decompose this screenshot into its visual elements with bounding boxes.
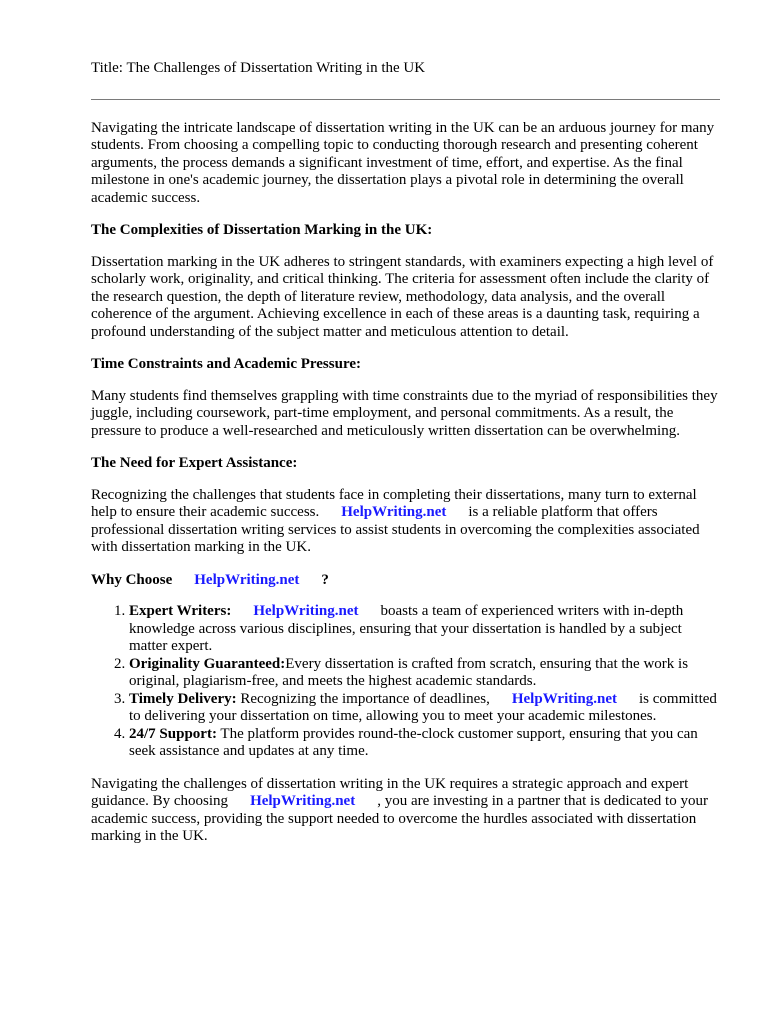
- list-item-text-before: Recognizing the importance of deadlines,: [240, 690, 490, 707]
- list-item-term: Originality Guaranteed:: [129, 655, 286, 672]
- helpwriting-link[interactable]: HelpWriting.net: [194, 571, 300, 588]
- title-divider: [91, 99, 720, 100]
- list-item-term: Timely Delivery:: [129, 690, 237, 707]
- reasons-list: [91, 603, 723, 761]
- section-heading-time: Time Constraints and Academic Pressure:: [91, 356, 361, 372]
- document-page: [91, 60, 723, 861]
- list-item-term: Expert Writers:: [129, 603, 232, 619]
- list-item-text: boasts a team of experienced writers with in-depth knowledge across various disciplines, ensuring that your dissertation is handled by a subject matter expert.: [129, 603, 684, 654]
- list-item: [129, 603, 723, 656]
- intro-paragraph: Navigating the intricate landscape of dissertation writing in the UK can be an arduous journey for many students. From choosing a compelling topic to conducting thorough research and presenting coherent arguments, the process demands a significant investment of time, effort, and expertise. As the final milestone in one's academic journey, the dissertation plays a pivotal role in determining the overall academic success.: [91, 119, 715, 206]
- list-item-text: The platform provides round-the-clock customer support, ensuring that you can seek assistance and updates at any time.: [129, 725, 698, 759]
- why-choose-question-mark: ?: [321, 571, 329, 588]
- helpwriting-link[interactable]: HelpWriting.net: [341, 504, 447, 520]
- assistance-text-before: Recognizing the challenges that students face in completing their dissertations, many turn to external help to ensure their academic success.: [91, 486, 697, 520]
- conclusion-paragraph: [91, 776, 723, 846]
- section-heading-assistance: The Need for Expert Assistance:: [91, 455, 298, 471]
- conclusion-text-before: Navigating the challenges of dissertation writing in the UK requires a strategic approach and expert guidance. By choosing: [91, 775, 689, 809]
- document-title: Title: The Challenges of Dissertation Writing in the UK: [91, 60, 426, 76]
- assistance-text-after: is a reliable platform that offers professional dissertation writing services to assist students in overcoming the complexities associated with dissertation marking in the UK.: [91, 504, 700, 555]
- helpwriting-link[interactable]: HelpWriting.net: [253, 603, 359, 619]
- section-heading-marking: The Complexities of Dissertation Marking in the UK:: [91, 222, 433, 238]
- list-item: [129, 656, 723, 691]
- list-item-text: is committed to delivering your dissertation on time, allowing you to meet your academic milestones.: [129, 690, 717, 724]
- why-choose-label: Why Choose: [91, 571, 173, 588]
- section-body-marking: Dissertation marking in the UK adheres to stringent standards, with examiners expecting a high level of scholarly work, originality, and critical thinking. The criteria for assessment often include the clarity of the research question, the depth of literature review, methodology, data analysis, and the overall coherence of the argument. Achieving excellence in each of these areas is a daunting task, requiring a profound understanding of the subject matter and meticulous attention to detail.: [91, 253, 714, 340]
- helpwriting-link[interactable]: HelpWriting.net: [250, 793, 356, 809]
- section-body-assistance: [91, 487, 723, 557]
- conclusion-text-after: , you are investing in a partner that is dedicated to your academic success, providing the support needed to overcome the hurdles associated with dissertation marking in the UK.: [91, 793, 708, 844]
- list-item-text: Every dissertation is crafted from scratch, ensuring that the work is original, plagiarism-free, and meets the highest academic standards.: [129, 655, 689, 689]
- list-item: [129, 726, 723, 761]
- list-item: [129, 691, 723, 726]
- list-item-term: 24/7 Support:: [129, 725, 217, 742]
- helpwriting-link[interactable]: HelpWriting.net: [511, 690, 617, 707]
- why-choose-heading: [91, 572, 723, 590]
- section-body-time: Many students find themselves grappling with time constraints due to the myriad of responsibilities they juggle, including coursework, part-time employment, and personal commitments. As a result, the pressure to produce a well-researched and meticulously written dissertation can be overwhelming.: [91, 387, 718, 439]
